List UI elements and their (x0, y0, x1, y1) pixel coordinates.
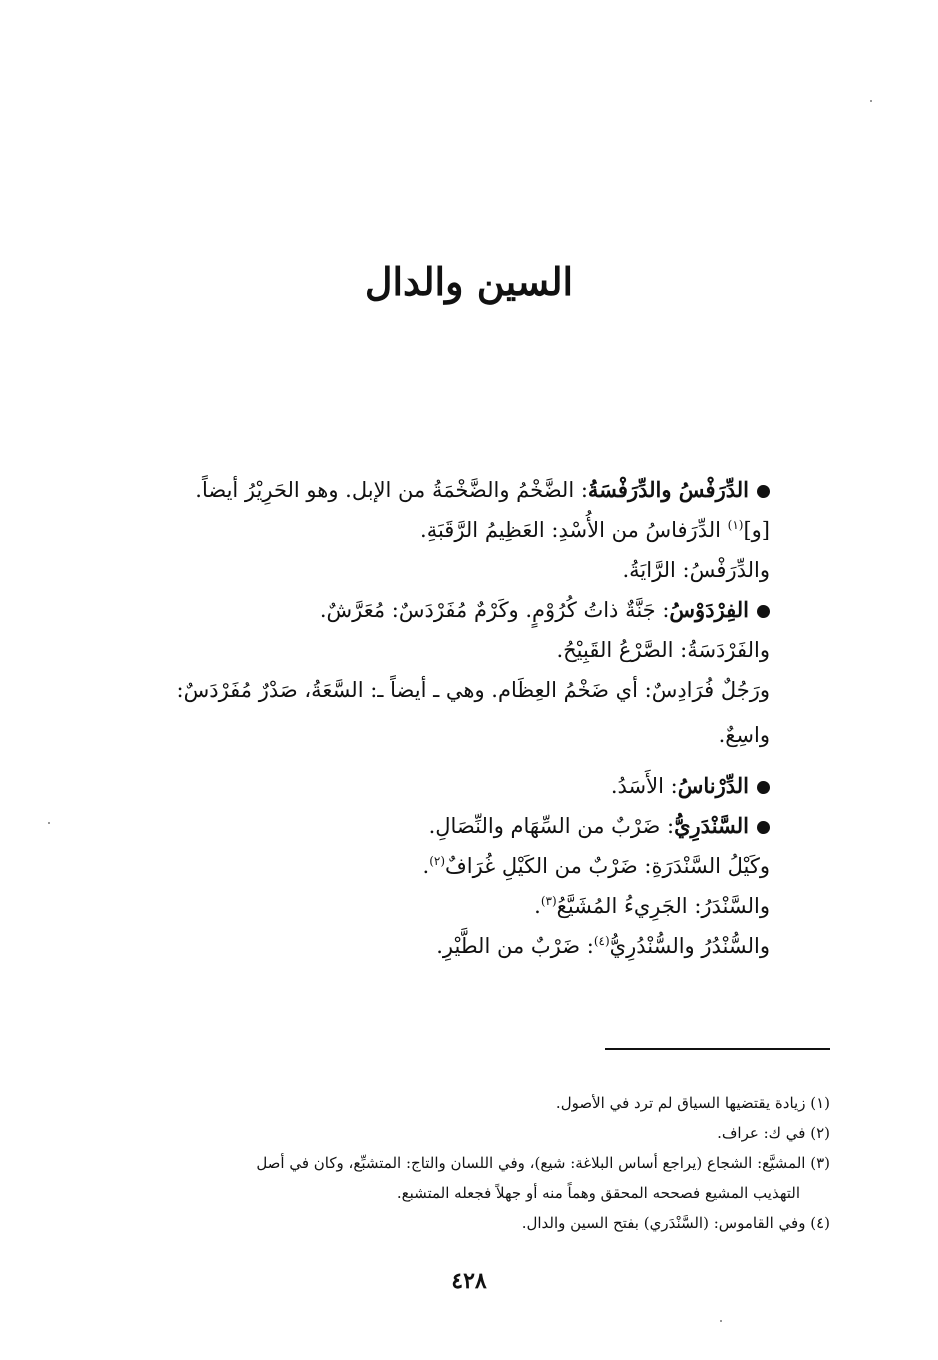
speck-mark (48, 822, 50, 824)
speck-mark (870, 100, 872, 102)
footnotes (105, 1088, 830, 1238)
entry-text: : ضَرْبٌ من السِّهَام والنِّصَالِ. (428, 814, 675, 838)
entry-text: [و] (743, 518, 770, 542)
entry-line (100, 510, 770, 550)
entry-line (100, 806, 770, 846)
footnote-line: (٤) وفي القاموس: (السَّنْدَري) بفتح السين والدال. (521, 1214, 830, 1232)
entry-line (100, 766, 770, 806)
entry-text: : الأَسَدُ. (610, 774, 678, 798)
entry-line (100, 590, 770, 630)
entry-headword: السَّنْدَرِيُّ (674, 813, 749, 838)
entry-text: واسِعٌ. (718, 723, 770, 747)
footnote-ref: (٤) (593, 934, 610, 948)
footnote-line: (٢) في ك: عراف. (717, 1124, 830, 1142)
entry-text: الدِّرَفاسُ من الأُسْدِ: العَظِيمُ الرَّقَبَةِ. (420, 518, 728, 542)
entry-text: . (422, 854, 430, 878)
page-number: ٤٢٨ (451, 1268, 487, 1294)
entry-text: ورَجُلٌ فُرَادِسٌ: أي ضَخْمُ العِظَام. وهي ـ أيضاً ـ: السَّعَةُ، صَدْرٌ مُفَرْدَسٌ: (176, 678, 770, 702)
entry-text: والسَّنْدَرُ: الجَرِيءُ المُشَيَّعُ (556, 894, 770, 918)
chapter-heading: السين والدال (364, 259, 574, 304)
entry-line (100, 926, 770, 966)
entry-line (0, 710, 770, 760)
entry-line (100, 630, 770, 670)
entry-text: والفَرْدَسَةُ: الصَّرْعُ القَبِيْحُ. (556, 638, 770, 662)
entry-line (100, 470, 770, 510)
dictionary-entries (100, 470, 770, 966)
bullet-icon (757, 821, 770, 834)
footnote-ref: (٢) (429, 854, 446, 868)
footnote-ref: (١) (727, 518, 744, 532)
entry-text: والسُّنْدُرُ والسُّنْدُرِيُّ (609, 934, 770, 958)
footnote-line: (٣) المشيَّع: الشجاع (يراجع أساس البلاغة: شيع)، وفي اللسان والتاج: المتشبِّع، وكان في أصل (256, 1154, 830, 1172)
entry-text: . (534, 894, 541, 918)
bullet-icon (757, 781, 770, 794)
entry-line (100, 846, 770, 886)
entry-text: : جَنَّةٌ ذاتُ كُرُوْمٍ. وكَرْمٌ مُفَرْدَسٌ: مُعَرَّشٌ. (319, 598, 670, 622)
footnote-line: (١) زيادة يقتضيها السياق لم ترد في الأصول. (555, 1094, 830, 1112)
bullet-icon (757, 485, 770, 498)
entry-line (100, 886, 770, 926)
entry-headword: الدِّرَفْسُ والدِّرَفْسَةُ (587, 477, 749, 502)
entry-headword: الدِّرْناسُ (677, 773, 749, 798)
entry-text: والدِّرَفْسُ: الرَّايَةُ. (622, 558, 770, 582)
entry-text: : الضَّخْمُ والضَّخْمَةُ من الإبل. وهو الحَرِيْرُ أيضاً. (195, 478, 588, 502)
entry-headword: الفِرْدَوْسُ (669, 597, 749, 622)
footnote-separator (605, 1048, 830, 1050)
speck-mark (720, 1320, 722, 1322)
entry-text: : ضَرْبٌ من الطَّيْرِ. (436, 934, 594, 958)
entry-line (100, 550, 770, 590)
entry-text: وكَيْلُ السَّنْدَرَةِ: ضَرْبٌ من الكَيْلِ غُرَافٌ (445, 854, 770, 878)
footnote-line: التهذيب المشيع فصححه المحقق وهماً منه أو جهلاً فجعله المتشبع. (396, 1184, 800, 1202)
footnote-ref: (٣) (540, 894, 557, 908)
entry-line (60, 670, 770, 710)
bullet-icon (757, 605, 770, 618)
